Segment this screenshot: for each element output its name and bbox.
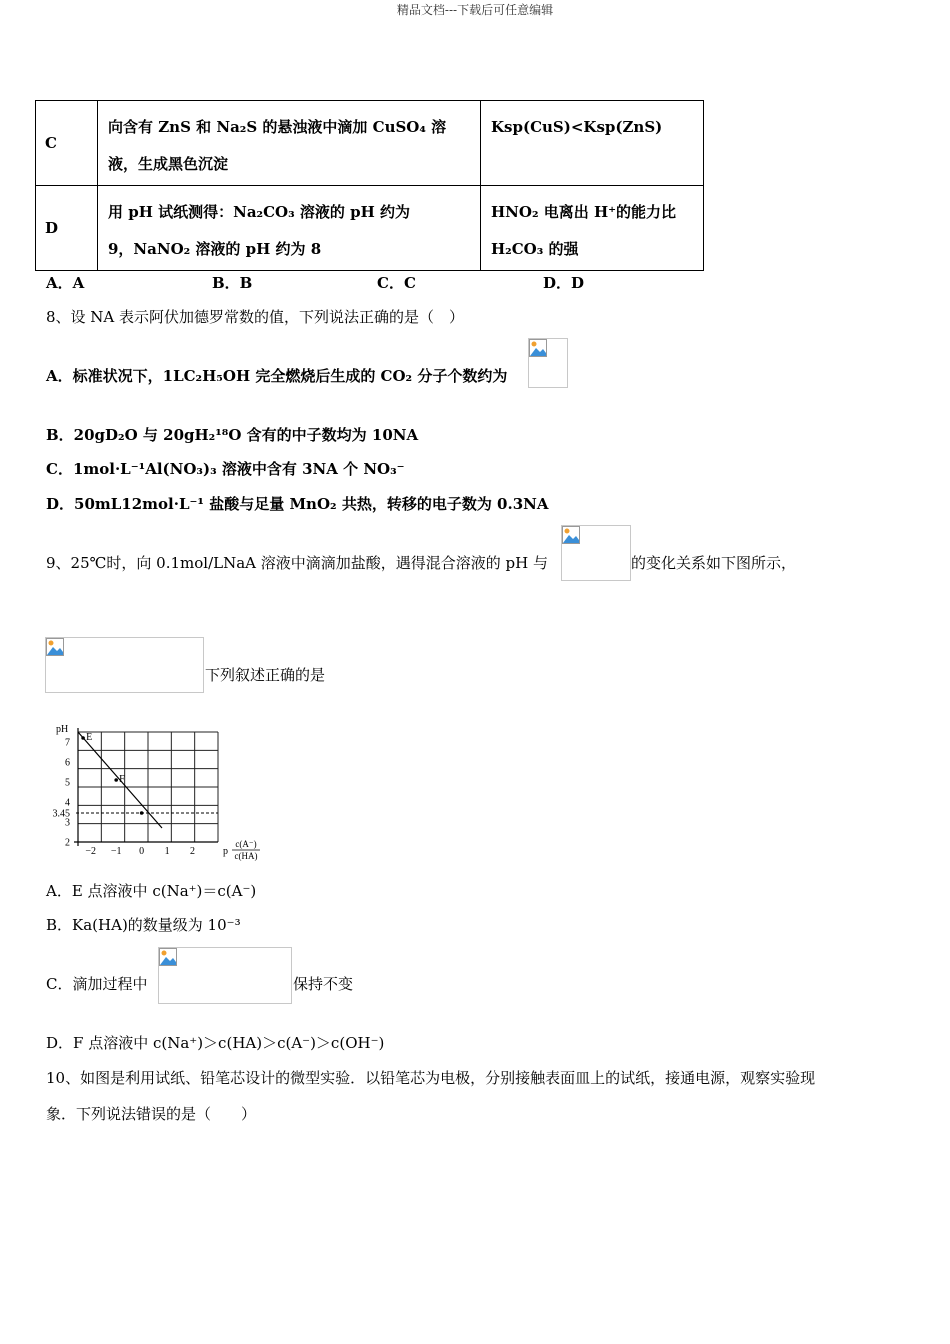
q9-option-a: A．E 点溶液中 c(Na⁺)＝c(A⁻)	[46, 882, 257, 900]
row-key	[36, 101, 98, 186]
y-axis-label: pH	[56, 724, 69, 735]
row-key-text: C	[45, 134, 57, 152]
row-middle-line2: 9，NaNO₂ 溶液的 pH 约为 8	[108, 240, 322, 258]
row-key	[36, 186, 98, 271]
q8-option-b: B．20gD₂O 与 20gH₂¹⁸O 含有的中子数均为 10NA	[46, 426, 419, 444]
point-label: F	[119, 774, 125, 785]
q8-option-a: A．标准状况下，1LC₂H₅OH 完全燃烧后生成的 CO₂ 分子个数约为	[46, 367, 508, 385]
chart-marks	[76, 732, 218, 828]
q9-option-c-a: C．滴加过程中	[46, 975, 148, 993]
image-placeholder-icon	[159, 948, 177, 966]
row-right-line1: Ksp(CuS)<Ksp(ZnS)	[491, 118, 663, 136]
broken-image-icon	[158, 947, 292, 1004]
q7-option-d: D．D	[543, 274, 585, 292]
row-right-line2: H₂CO₃ 的强	[491, 240, 579, 258]
row-middle-line1: 用 pH 试纸测得：Na₂CO₃ 溶液的 pH 约为	[108, 203, 411, 221]
broken-image-icon	[45, 637, 204, 693]
x-tick-label: 2	[190, 846, 196, 857]
row-middle	[98, 186, 481, 271]
x-tick-label: 1	[164, 846, 170, 857]
q9-stem-c: 下列叙述正确的是	[205, 666, 326, 684]
q9-stem-a: 9、25℃时，向 0.1mol/LNaA 溶液中滴滴加盐酸，遇得混合溶液的 pH 与	[46, 554, 548, 572]
x-tick-label: 0	[139, 846, 145, 857]
data-point	[81, 736, 85, 740]
row-right-line1: HNO₂ 电离出 H⁺的能力比	[491, 203, 677, 221]
row-middle-line2: 液，生成黑色沉淀	[108, 155, 229, 173]
broken-image-icon	[528, 338, 568, 388]
q7-option-b: B．B	[212, 274, 253, 292]
x-tick-label: −2	[85, 846, 97, 857]
chart-ticks	[53, 724, 261, 861]
q7-option-a: A．A	[46, 274, 85, 292]
image-placeholder-icon	[529, 339, 547, 357]
options-table	[35, 100, 704, 271]
y-tick-label: 7	[65, 737, 70, 749]
data-point	[114, 778, 118, 782]
x-axis-label-bottom: c(HA)	[234, 851, 258, 861]
page-header: 精品文档---下载后可任意编辑	[396, 3, 554, 17]
broken-image-icon	[561, 525, 631, 581]
row-key-text: D	[45, 219, 59, 237]
y-tick-label: 6	[65, 757, 70, 769]
q9-stem-b: 的变化关系如下图所示，	[631, 554, 797, 572]
x-axis-label-top: c(A⁻)	[235, 839, 257, 849]
q7-option-c: C．C	[377, 274, 416, 292]
y-tick-label: 2	[65, 837, 70, 849]
row-middle	[98, 101, 481, 186]
row-middle-line1: 向含有 ZnS 和 Na₂S 的悬浊液中滴加 CuSO₄ 溶	[108, 118, 447, 136]
q9-option-d: D．F 点溶液中 c(Na⁺)＞c(HA)＞c(A⁻)＞c(OH⁻)	[46, 1034, 385, 1052]
row-right	[481, 101, 704, 186]
q9-option-b: B．Ka(HA)的数量级为 10⁻³	[46, 916, 241, 934]
row-right	[481, 186, 704, 271]
ph-chart	[40, 722, 270, 867]
q10-line1: 10、如图是利用试纸、铅笔芯设计的微型实验．以铅笔芯为电极，分别接触表面皿上的试纸，接通电源，观察实验现	[46, 1069, 816, 1087]
data-point	[140, 811, 144, 815]
table-row-c	[36, 101, 704, 186]
q8-option-d: D．50mL12mol·L⁻¹ 盐酸与足量 MnO₂ 共热，转移的电子数为 0.3NA	[46, 495, 549, 513]
y-tick-label: 3.45	[52, 808, 70, 820]
point-label: E	[86, 732, 93, 743]
x-tick-label: −1	[110, 846, 122, 857]
q10-line2: 象．下列说法错误的是（ ）	[46, 1105, 257, 1123]
table-row-d	[36, 186, 704, 271]
y-tick-label: 4	[65, 797, 70, 809]
y-tick-label: 5	[65, 777, 70, 789]
q8-option-c: C．1mol·L⁻¹Al(NO₃)₃ 溶液中含有 3NA 个 NO₃⁻	[46, 460, 405, 478]
chart-grid	[78, 732, 218, 842]
q9-option-c-b: 保持不变	[293, 975, 354, 993]
y-tick-label: 3	[65, 817, 70, 829]
image-placeholder-icon	[46, 638, 64, 656]
image-placeholder-icon	[562, 526, 580, 544]
q8-stem: 8、设 NA 表示阿伏加德罗常数的值，下列说法正确的是（ ）	[46, 308, 465, 326]
x-axis-label-p: p	[223, 846, 228, 857]
